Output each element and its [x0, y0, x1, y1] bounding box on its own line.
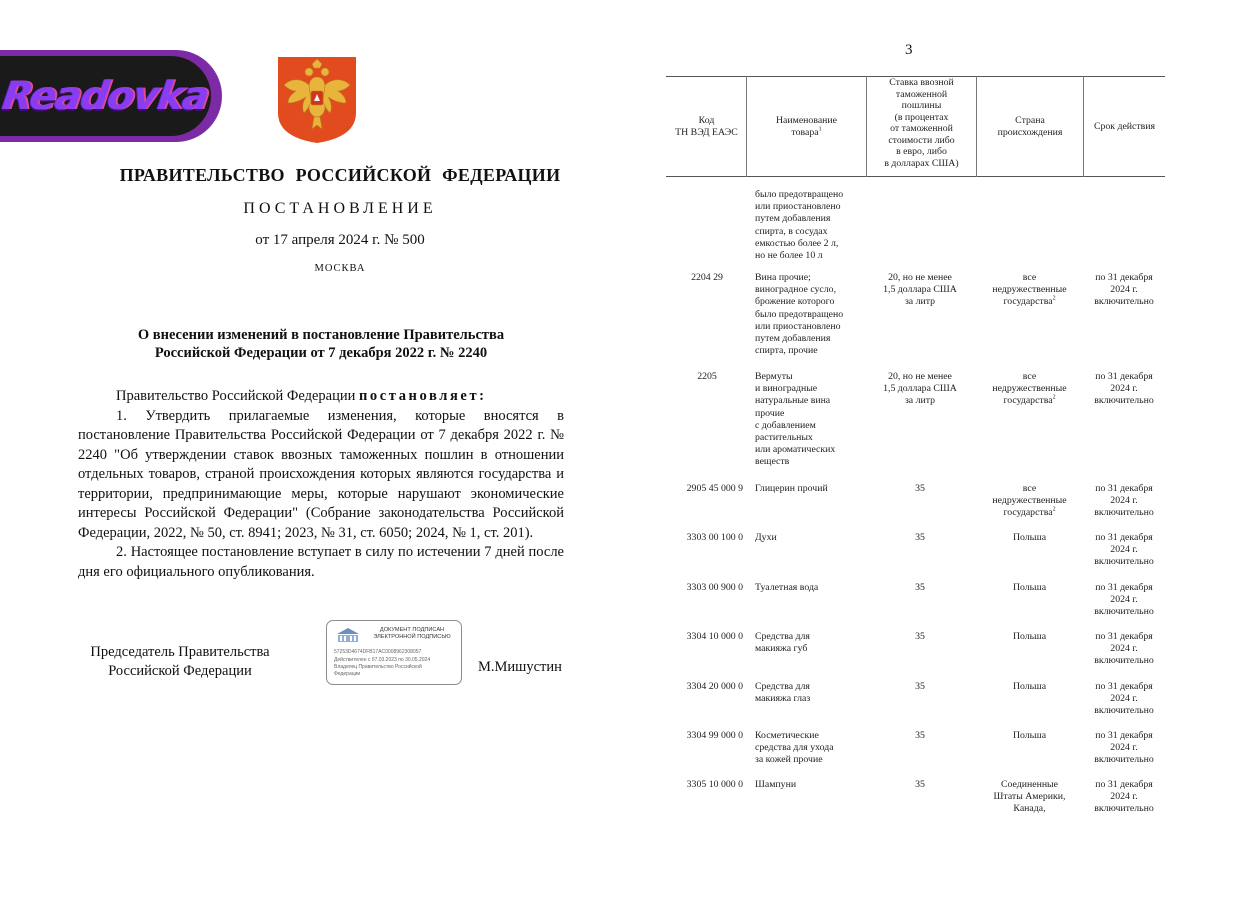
row-country	[976, 371, 1083, 408]
header-rate-line: в долларах США)	[884, 157, 959, 169]
name-line: растительных	[755, 432, 813, 444]
header-code	[667, 115, 746, 138]
row-term	[1083, 681, 1165, 718]
stamp-header-line-2: ЭЛЕКТРОННОЙ ПОДПИСЬЮ	[373, 634, 451, 640]
rate-line: за литр	[904, 296, 936, 308]
term-line: по 31 декабря	[1095, 272, 1153, 283]
country-footnote: 2	[1052, 296, 1056, 303]
country-line: Польша	[1012, 631, 1047, 642]
header-rate-line: Ставка ввозной	[889, 77, 954, 88]
rate-line: за литр	[904, 395, 936, 407]
term-line: по 31 декабря	[1095, 483, 1153, 494]
term-line: 2024 г.	[1110, 693, 1138, 705]
row-term	[1083, 582, 1165, 619]
name-line: путем добавления	[755, 333, 831, 345]
name-line: или приостановлено	[755, 320, 841, 332]
row-rate	[866, 483, 974, 495]
header-code-line: ТН ВЭД ЕАЭС	[675, 126, 738, 138]
document-subject	[78, 326, 564, 362]
logo-wordmark: Readovka	[0, 73, 212, 119]
name-line: спирта, прочие	[755, 345, 818, 357]
header-name-line: Наименование	[775, 115, 838, 126]
name-line: за кожей прочие	[755, 754, 823, 766]
name-line: макияжа глаз	[755, 693, 811, 705]
row-country	[976, 779, 1083, 816]
row-code: 2205	[697, 371, 717, 382]
country-word: государства	[1003, 395, 1053, 407]
country-line: Польша	[1012, 681, 1047, 692]
document-body	[78, 387, 564, 582]
row-term	[1083, 532, 1165, 569]
stamp-header-line-1: ДОКУМЕНТ ПОДПИСАН	[379, 627, 445, 633]
name-line: Туалетная вода	[755, 582, 819, 593]
row-term	[1083, 631, 1165, 668]
row-rate	[866, 371, 974, 408]
row-country	[976, 631, 1083, 643]
table-header-rule	[666, 176, 1165, 177]
continuation-name	[755, 189, 865, 262]
country-line	[976, 507, 1083, 519]
header-country-line: происхождения	[997, 126, 1063, 138]
header-term	[1084, 121, 1165, 133]
header-country	[977, 115, 1083, 138]
country-line: Польша	[1012, 532, 1047, 543]
row-rate	[866, 631, 974, 643]
electronic-signature-stamp	[326, 620, 462, 685]
term-line: 2024 г.	[1110, 594, 1138, 606]
row-rate	[866, 582, 974, 594]
document-type: ПОСТАНОВЛЕНИЕ	[243, 200, 437, 217]
rate-line: 20, но не менее	[888, 371, 952, 382]
row-code: 3305 10 000 0	[686, 779, 743, 790]
row-code: 3303 00 100 0	[686, 532, 743, 543]
decree-item-2: 2. Настоящее постановление вступает в силу по истечении 7 дней после дня его официального опубликования.	[78, 544, 564, 580]
name-line: Шампуни	[755, 779, 797, 790]
name-line: с добавлением	[755, 419, 816, 431]
signer-title-line-2: Российской Федерации	[108, 663, 252, 679]
row-name	[755, 582, 865, 594]
country-word: государства	[1003, 507, 1053, 519]
row-country	[976, 532, 1083, 544]
header-name-word: товара	[791, 126, 819, 138]
term-line: 2024 г.	[1110, 284, 1138, 296]
name-line: Средства для	[755, 631, 810, 642]
term-line: включительно	[1094, 705, 1154, 717]
row-rate	[866, 730, 974, 742]
country-line	[976, 395, 1083, 407]
term-line: 2024 г.	[1110, 791, 1138, 803]
row-country	[976, 730, 1083, 742]
name-line: средства для ухода	[755, 742, 834, 754]
term-line: по 31 декабря	[1095, 681, 1153, 692]
term-line: 2024 г.	[1110, 383, 1138, 395]
header-name-line	[747, 127, 866, 139]
logo-plate	[0, 56, 211, 136]
subject-line-2: Российской Федерации от 7 декабря 2022 г. № 2240	[154, 345, 488, 361]
coat-of-arms-emblem	[276, 55, 358, 145]
term-line: включительно	[1094, 606, 1154, 618]
header-rate-line: (в процентах	[894, 111, 949, 123]
name-line: прочие	[755, 407, 785, 419]
readovka-logo	[0, 50, 222, 142]
term-line: включительно	[1094, 754, 1154, 766]
row-rate	[866, 681, 974, 693]
header-code-line: Код	[698, 115, 715, 126]
row-rate	[866, 272, 974, 309]
decree-intro	[78, 387, 564, 407]
term-line: включительно	[1094, 655, 1154, 667]
country-line: Польша	[1012, 582, 1047, 593]
header-rate-line: в евро, либо	[896, 146, 947, 157]
name-line: емкостью более 2 л,	[755, 237, 839, 249]
name-line: макияжа губ	[755, 643, 808, 655]
row-term	[1083, 483, 1165, 520]
row-name	[755, 779, 865, 791]
country-line: недружественные	[992, 383, 1067, 395]
name-line: Вермуты	[755, 371, 793, 382]
term-line: 2024 г.	[1110, 742, 1138, 754]
row-term	[1083, 779, 1165, 816]
row-name	[755, 371, 865, 469]
rate-line: 20, но не менее	[888, 272, 952, 283]
country-line: Канада,	[1013, 803, 1046, 815]
row-term	[1083, 272, 1165, 309]
rate-line: 1,5 доллара США	[883, 284, 957, 296]
decree-item-1: 1. Утвердить прилагаемые изменения, которые вносятся в постановление Правительства Российской Федерации от 7 декабря 2022 г. № 2240 "Об утверждении ставок ввозных таможенных пошлин в отношении отдельных товаров, страной происхождения которых являются государства и территории, предпринимающие меры, которые нарушают экономические интересы Российской Федерации" (Собрание законодательства Российской Федерации, 2022, № 50, ст. 8941; 2023, № 31, ст. 6050; 2024, № 1, ст. 201).	[78, 407, 564, 541]
name-line: было предотвращено	[755, 308, 844, 320]
rate-line: 35	[915, 681, 925, 692]
rate-line: 35	[915, 582, 925, 593]
country-word: государства	[1003, 296, 1053, 308]
name-line: и виноградные	[755, 383, 818, 395]
name-line: Духи	[755, 532, 777, 543]
signer-title	[80, 643, 280, 681]
name-line: Косметические	[755, 730, 819, 741]
term-line: 2024 г.	[1110, 643, 1138, 655]
stamp-validity: Действителен с 07.03.2023 по 30.05.2024	[334, 657, 431, 663]
country-line: Соединенные	[1000, 779, 1058, 790]
building-icon	[335, 627, 361, 643]
stamp-header	[365, 627, 459, 641]
stamp-owner-line-1: Владелец Правительство Российской	[334, 664, 422, 670]
name-line: Глицерин прочий	[755, 483, 828, 494]
term-line: 2024 г.	[1110, 495, 1138, 507]
header-rate-line: стоимости либо	[888, 134, 955, 146]
row-code: 2905 45 000 9	[686, 483, 743, 494]
country-line: все	[1022, 483, 1037, 494]
term-line: по 31 декабря	[1095, 730, 1153, 741]
name-line: но не более 10 л	[755, 250, 823, 262]
row-rate	[866, 779, 974, 791]
term-line: включительно	[1094, 507, 1154, 519]
row-country	[976, 272, 1083, 309]
name-line: путем добавления	[755, 213, 831, 225]
header-rate-line: таможенной	[895, 88, 948, 100]
rate-line: 35	[915, 779, 925, 790]
row-code: 3303 00 900 0	[686, 582, 743, 593]
header-term-line: Срок действия	[1093, 121, 1156, 132]
country-line: Штаты Америки,	[993, 791, 1066, 803]
decree-intro-text: Правительство Российской Федерации	[116, 388, 356, 404]
name-line: натуральные вина	[755, 395, 831, 407]
name-line: веществ	[755, 456, 790, 468]
term-line: по 31 декабря	[1095, 532, 1153, 543]
page-number: 3	[905, 42, 913, 58]
term-line: 2024 г.	[1110, 544, 1138, 556]
name-line: Средства для	[755, 681, 810, 692]
country-line: недружественные	[992, 284, 1067, 296]
subject-line-1: О внесении изменений в постановление Правительства	[137, 327, 505, 343]
decree-verb: постановляет:	[358, 388, 487, 404]
country-footnote: 2	[1052, 507, 1056, 514]
term-line: по 31 декабря	[1095, 371, 1153, 382]
stamp-owner-line-2: Федерации	[334, 671, 361, 677]
row-term	[1083, 730, 1165, 767]
row-name	[755, 730, 865, 767]
row-code: 3304 20 000 0	[686, 681, 743, 692]
name-line: или приостановлено	[755, 201, 841, 213]
document-date-number: от 17 апреля 2024 г. № 500	[255, 232, 425, 248]
header-rate-line: от таможенной	[890, 123, 953, 134]
row-code: 2204 29	[691, 272, 723, 283]
country-line	[976, 296, 1083, 308]
name-line: было предотвращено	[755, 189, 844, 200]
header-rate	[867, 77, 976, 169]
rate-line: 1,5 доллара США	[883, 383, 957, 395]
term-line: включительно	[1094, 803, 1154, 815]
row-rate	[866, 532, 974, 544]
name-line: Вина прочие;	[755, 272, 811, 283]
row-country	[976, 483, 1083, 520]
row-name	[755, 272, 865, 357]
country-footnote: 2	[1052, 395, 1056, 402]
rate-line: 35	[915, 532, 925, 543]
name-line: или ароматических	[755, 444, 836, 456]
header-name-footnote: 1	[818, 126, 822, 133]
row-code: 3304 10 000 0	[686, 631, 743, 642]
name-line: спирта, в сосудах	[755, 225, 828, 237]
row-name	[755, 681, 865, 705]
rate-line: 35	[915, 483, 925, 494]
term-line: включительно	[1094, 556, 1154, 568]
document-city: МОСКВА	[314, 263, 366, 274]
rate-line: 35	[915, 631, 925, 642]
government-title: ПРАВИТЕЛЬСТВО РОССИЙСКОЙ ФЕДЕРАЦИИ	[119, 165, 561, 185]
row-name	[755, 532, 865, 544]
country-line: недружественные	[992, 495, 1067, 507]
name-line: брожение которого	[755, 296, 835, 308]
row-name	[755, 483, 865, 495]
stamp-certificate: 57253D4674DFB17AC0008962308057	[334, 649, 422, 655]
signer-title-line-1: Председатель Правительства	[90, 644, 270, 660]
country-line: все	[1022, 371, 1037, 382]
term-line: включительно	[1094, 296, 1154, 308]
header-name	[747, 115, 866, 138]
term-line: по 31 декабря	[1095, 582, 1153, 593]
name-line: виноградное сусло,	[755, 284, 837, 296]
term-line: по 31 декабря	[1095, 779, 1153, 790]
row-country	[976, 681, 1083, 693]
row-term	[1083, 371, 1165, 408]
row-code: 3304 99 000 0	[686, 730, 743, 741]
country-line: Польша	[1012, 730, 1047, 741]
header-country-line: Страна	[1015, 115, 1045, 126]
row-country	[976, 582, 1083, 594]
row-name	[755, 631, 865, 655]
signer-name: М.Мишустин	[478, 659, 562, 675]
country-line: все	[1022, 272, 1037, 283]
header-rate-line: пошлины	[901, 100, 942, 111]
term-line: включительно	[1094, 395, 1154, 407]
rate-line: 35	[915, 730, 925, 741]
term-line: по 31 декабря	[1095, 631, 1153, 642]
